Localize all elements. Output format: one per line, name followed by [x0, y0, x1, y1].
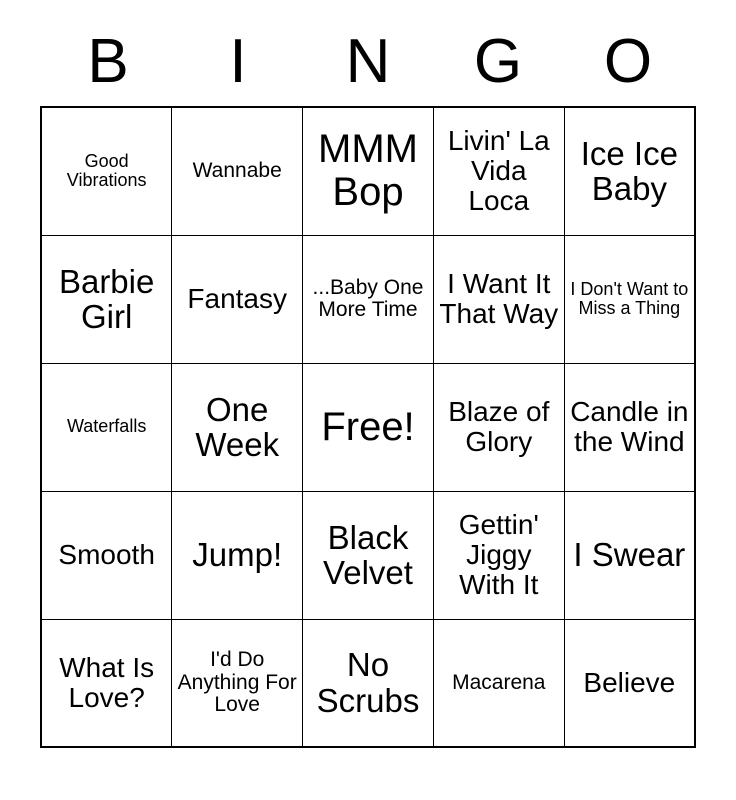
bingo-cell[interactable] [172, 619, 303, 747]
bingo-cell-label: Jump! [192, 536, 283, 574]
bingo-cell-label: Gettin' Jiggy With It [458, 509, 539, 600]
bingo-cell[interactable] [303, 491, 434, 619]
bingo-cell-label: I Swear [573, 536, 686, 574]
header-letter-b: B [87, 27, 129, 96]
bingo-cell-label: One Week [195, 390, 280, 463]
bingo-cell[interactable] [564, 619, 695, 747]
bingo-cell[interactable] [41, 491, 172, 619]
bingo-header [43, 0, 693, 106]
bingo-cell-label: Free! [321, 404, 415, 449]
bingo-cell-label: Wannabe [192, 159, 282, 183]
bingo-cell-label: I Want It That Way [439, 268, 559, 329]
bingo-cell-label: Candle in the Wind [570, 396, 689, 457]
bingo-cell-label: Believe [583, 666, 676, 698]
bingo-cell-label: I'd Do Anything For Love [177, 648, 297, 716]
bingo-row [41, 491, 695, 619]
bingo-cell-label: Good Vibrations [66, 151, 147, 191]
bingo-cell-label: MMM Bop [318, 127, 418, 215]
bingo-grid [40, 106, 696, 748]
bingo-cell-label: Smooth [58, 539, 155, 571]
bingo-cell-label: Livin' La Vida Loca [447, 125, 550, 217]
bingo-cell-label: Ice Ice Baby [580, 134, 678, 208]
bingo-cell[interactable] [433, 619, 564, 747]
bingo-cell[interactable] [564, 107, 695, 235]
bingo-cell[interactable] [41, 107, 172, 235]
bingo-cell[interactable] [41, 363, 172, 491]
bingo-cell-label: Barbie Girl [58, 262, 155, 335]
bingo-cell[interactable] [303, 235, 434, 363]
bingo-cell[interactable] [172, 491, 303, 619]
bingo-grid-wrapper [38, 106, 698, 748]
bingo-cell-label: No Scrubs [316, 646, 420, 719]
bingo-cell[interactable] [564, 235, 695, 363]
bingo-cell-label: What Is Love? [59, 651, 155, 713]
bingo-cell-free[interactable] [303, 363, 434, 491]
bingo-cell-label: Black Velvet [323, 518, 413, 591]
header-letter-i: I [229, 27, 247, 96]
bingo-cell[interactable] [303, 619, 434, 747]
bingo-cell[interactable] [564, 491, 695, 619]
bingo-cell[interactable] [433, 363, 564, 491]
bingo-cell[interactable] [172, 363, 303, 491]
bingo-cell[interactable] [433, 235, 564, 363]
bingo-cell-label: Fantasy [187, 283, 287, 315]
bingo-cell-label: Blaze of Glory [448, 396, 550, 457]
bingo-row [41, 363, 695, 491]
bingo-cell-label: Macarena [452, 670, 546, 694]
bingo-cell-label: ...Baby One More Time [312, 275, 424, 321]
bingo-cell[interactable] [303, 107, 434, 235]
bingo-cell[interactable] [172, 235, 303, 363]
bingo-cell[interactable] [564, 363, 695, 491]
bingo-cell-label: Waterfalls [66, 416, 147, 437]
bingo-cell[interactable] [41, 619, 172, 747]
bingo-cell[interactable] [433, 491, 564, 619]
header-letter-n: N [345, 27, 391, 96]
bingo-row [41, 619, 695, 747]
header-letter-o: O [603, 27, 653, 96]
header-letter-g: G [473, 27, 523, 96]
bingo-row [41, 107, 695, 235]
bingo-cell[interactable] [433, 107, 564, 235]
bingo-cell[interactable] [41, 235, 172, 363]
bingo-cell-label: I Don't Want to Miss a Thing [570, 278, 689, 318]
bingo-cell[interactable] [172, 107, 303, 235]
bingo-row [41, 235, 695, 363]
